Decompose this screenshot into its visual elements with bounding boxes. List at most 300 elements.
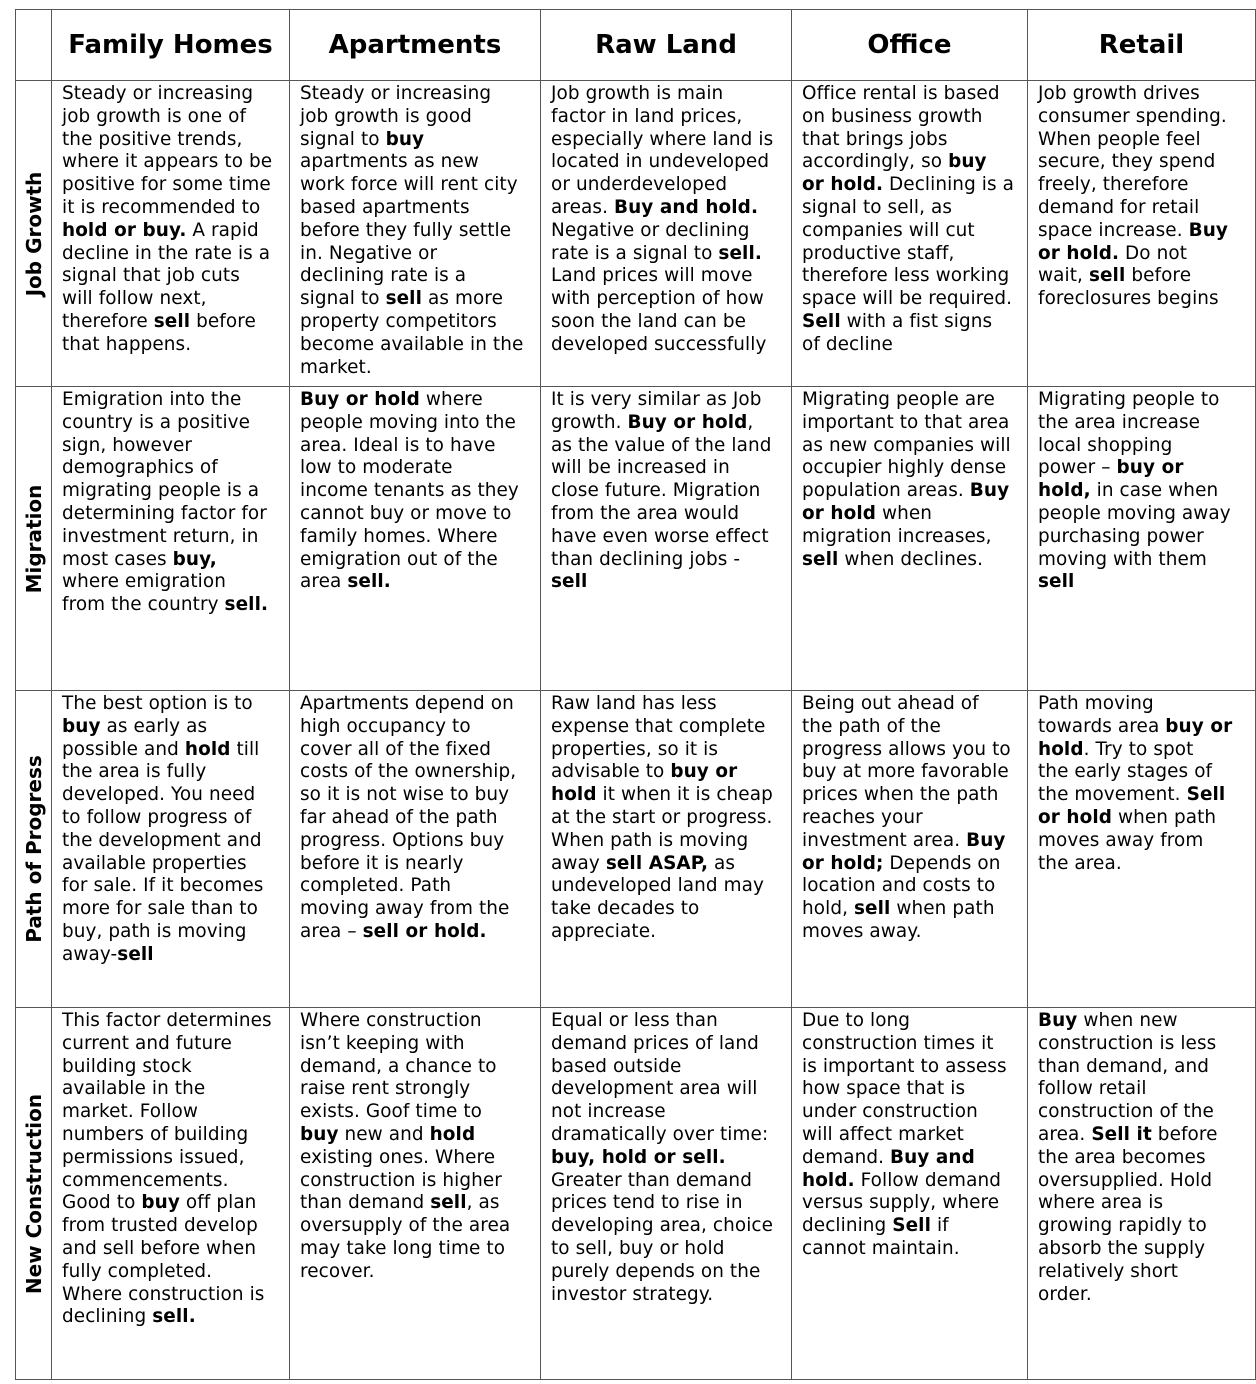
text: family homes. Where (300, 525, 498, 547)
text: declining (62, 1306, 153, 1328)
text: advisable to (551, 761, 671, 783)
cell-office (792, 387, 1028, 691)
text: recover. (300, 1260, 375, 1282)
bold-text: sell (853, 898, 891, 920)
text: signal to (300, 288, 386, 310)
text: raise rent strongly (300, 1078, 471, 1100)
text: completed. Path (300, 875, 452, 897)
text: When path is moving (551, 829, 749, 851)
text: existing ones. Where (300, 1146, 496, 1168)
cell-line (300, 693, 536, 716)
cell-line (1038, 1033, 1251, 1056)
cell-line (802, 503, 1023, 526)
text: possible and (62, 738, 185, 760)
cell-line (300, 784, 536, 807)
text: prices when the path (802, 784, 999, 806)
cell-line (551, 457, 787, 480)
text: before (1151, 1123, 1218, 1145)
cell-line (62, 898, 285, 921)
text: where it appears to be (62, 151, 273, 173)
cell-line (802, 1101, 1023, 1124)
cell-line (802, 853, 1023, 876)
cell-line (62, 1284, 285, 1307)
column-header-retail: Retail (1028, 10, 1256, 81)
cell-line (300, 526, 536, 549)
cell-line (300, 357, 536, 380)
cell-line (300, 174, 536, 197)
text: on business growth (802, 105, 983, 127)
cell-line (62, 1124, 285, 1147)
cell-line (802, 1124, 1023, 1147)
text: development area will (551, 1078, 758, 1100)
cell-line (802, 174, 1023, 197)
cell-line (1038, 174, 1251, 197)
cell-line (62, 83, 285, 106)
cell-line (1038, 480, 1251, 503)
cell-line (300, 243, 536, 266)
cell-line (300, 1078, 536, 1101)
text: before (1125, 265, 1192, 287)
text: from the country (62, 594, 225, 616)
text: costs of the ownership, (300, 761, 517, 783)
cell-line (802, 311, 1023, 334)
bold-text: buy or (670, 761, 738, 783)
text: rate is a signal to (551, 242, 719, 264)
cell-line (300, 435, 536, 458)
cell-line (62, 1261, 285, 1284)
bold-text: sell or hold. (362, 920, 487, 942)
text: It is very similar as Job (551, 389, 762, 410)
cell-line (551, 83, 787, 106)
cell-line (1038, 220, 1251, 243)
cell-line (62, 526, 285, 549)
cell-line (62, 1101, 285, 1124)
bold-text: sell (430, 1192, 467, 1214)
bold-text: buy (141, 1192, 180, 1214)
text: Due to long (802, 1010, 911, 1031)
bold-text: buy or (1116, 457, 1184, 479)
cell-apartments (290, 1008, 541, 1380)
cell-line (62, 220, 285, 243)
text: from the area would (551, 502, 740, 524)
cell-retail (1028, 387, 1256, 691)
cell-line (1038, 853, 1251, 876)
text: area (300, 571, 348, 593)
cell-line (62, 1078, 285, 1101)
cell-line (1038, 761, 1251, 784)
text: more for sale than to (62, 898, 258, 920)
text: how space that is (802, 1078, 966, 1100)
cell-line (802, 457, 1023, 480)
cell-line (62, 174, 285, 197)
cell-line (802, 129, 1023, 152)
bold-text: Buy (1038, 1010, 1078, 1031)
bold-text: sell (1038, 571, 1075, 593)
cell-line (551, 243, 787, 266)
text: located in undeveloped (551, 151, 770, 173)
text: Job growth is main (551, 83, 724, 104)
text: developed successfully (551, 333, 767, 355)
text: with a fist signs (840, 310, 993, 332)
bold-text: Buy (1188, 219, 1229, 241)
text: as (708, 852, 736, 874)
text: When people feel (1038, 128, 1201, 150)
text: is important to assess (802, 1055, 1007, 1077)
text: therefore less working (802, 265, 1010, 287)
cell-line (802, 389, 1023, 412)
text: hold, (802, 898, 854, 920)
cell-line (300, 265, 536, 288)
bold-text: sell ASAP, (605, 852, 709, 874)
cell-line (551, 435, 787, 458)
cell-line (300, 1147, 536, 1170)
cell-line (62, 784, 285, 807)
text: when path (890, 898, 995, 920)
text: close future. Migration (551, 480, 761, 502)
text: in. Negative or (300, 242, 438, 264)
text: moving with them (1038, 548, 1207, 570)
cell-line (300, 389, 536, 412)
cell-line (802, 435, 1023, 458)
text: fully completed. (62, 1260, 213, 1282)
text: area. (1038, 1123, 1092, 1145)
text: Steady or increasing (62, 83, 254, 104)
cell-line (802, 243, 1023, 266)
cell-raw-land (541, 1008, 792, 1380)
text: that brings jobs (802, 128, 948, 150)
cell-line (62, 1306, 285, 1329)
cell-line (551, 1170, 787, 1193)
text: where area is (1038, 1192, 1164, 1214)
text: most cases (62, 548, 173, 570)
cell-line (551, 898, 787, 921)
text: for sale. If it becomes (62, 875, 264, 897)
text: space will be required. (802, 288, 1013, 310)
cell-line (300, 1056, 536, 1079)
text: consumer spending. (1038, 105, 1227, 127)
cell-line (62, 457, 285, 480)
cell-line (802, 693, 1023, 716)
column-header-office: Office (792, 10, 1028, 81)
cell-line (300, 151, 536, 174)
cell-line (551, 389, 787, 412)
cell-line (300, 1215, 536, 1238)
text: wait, (1038, 265, 1089, 287)
cell-line (300, 898, 536, 921)
row-header (16, 81, 52, 387)
bold-text: buy, hold or sell. (551, 1146, 726, 1168)
bold-text: Buy and hold. (613, 196, 759, 218)
cell-line (802, 106, 1023, 129)
text: Negative or declining (551, 219, 750, 241)
bold-text: or hold. (1038, 242, 1120, 264)
text: Job growth drives (1038, 83, 1200, 104)
cell-line (62, 1010, 285, 1033)
row-header-label: Job Growth (21, 171, 46, 296)
text: important to that area (802, 411, 1010, 433)
text: the area. (1038, 852, 1122, 874)
table-row (16, 387, 1256, 691)
bold-text: sell (117, 943, 154, 965)
cell-line (300, 288, 536, 311)
text: if (931, 1215, 949, 1237)
table-row (16, 691, 1256, 1008)
text: of decline (802, 333, 893, 355)
cell-line (551, 761, 787, 784)
cell-line (300, 1033, 536, 1056)
cell-line (1038, 106, 1251, 129)
text: the area becomes (1038, 1146, 1206, 1168)
cell-line (300, 1192, 536, 1215)
text: people moving into the (300, 411, 516, 433)
table-row (16, 81, 1256, 387)
cell-line (551, 526, 787, 549)
cell-line (1038, 1124, 1251, 1147)
text: cannot maintain. (802, 1237, 960, 1259)
text: than declining jobs - (551, 548, 741, 570)
cell-family-homes (52, 691, 290, 1008)
bold-text: Buy or hold (300, 389, 420, 410)
cell-line (551, 288, 787, 311)
cell-line (551, 784, 787, 807)
text: when (876, 502, 933, 524)
row-header-label: New Construction (21, 1093, 46, 1294)
row-header-label: Migration (21, 484, 46, 593)
cell-line (1038, 1010, 1251, 1033)
bold-text: buy (948, 151, 987, 173)
cell-line (551, 220, 787, 243)
text: away- (62, 943, 118, 965)
text: before they fully settle (300, 219, 512, 241)
cell-line (300, 761, 536, 784)
cell-line (300, 83, 536, 106)
cell-line (300, 503, 536, 526)
cell-line (1038, 1261, 1251, 1284)
text: The best option is to (62, 693, 253, 714)
cell-line (802, 1147, 1023, 1170)
text: properties, so it is (551, 738, 719, 760)
cell-family-homes (52, 387, 290, 691)
cell-line (62, 334, 285, 357)
cell-line (62, 1192, 285, 1215)
bold-text: Buy and (890, 1146, 975, 1168)
text: far ahead of the path (300, 806, 498, 828)
cell-line (62, 875, 285, 898)
text: it when it is cheap (596, 784, 773, 806)
cell-line (1038, 1215, 1251, 1238)
cell-line (62, 151, 285, 174)
text: demand prices of land (551, 1032, 759, 1054)
text: before (190, 310, 256, 332)
cell-retail (1028, 691, 1256, 1008)
bold-text: or hold (1038, 806, 1113, 828)
text: determining factor for (62, 502, 267, 524)
text: population areas. (802, 480, 970, 502)
cell-line (62, 853, 285, 876)
cell-line (300, 1170, 536, 1193)
cell-line (62, 944, 285, 967)
text: decline in the rate is a (62, 242, 271, 264)
text: low to moderate (300, 457, 453, 479)
bold-text: buy, (172, 548, 217, 570)
text: positive for some time (62, 174, 271, 196)
text: available properties (62, 852, 247, 874)
text: space increase. (1038, 219, 1189, 241)
cell-line (802, 265, 1023, 288)
text: the area is fully (62, 761, 207, 783)
text: will follow next, (62, 288, 207, 310)
text: investor strategy. (551, 1283, 714, 1305)
cell-line (62, 807, 285, 830)
text: will affect market (802, 1123, 964, 1145)
bold-text: buy or (1165, 715, 1233, 737)
text: oversupply of the area (300, 1215, 511, 1237)
text: A rapid (186, 219, 259, 241)
text: accordingly, so (802, 151, 949, 173)
cell-line (1038, 197, 1251, 220)
cell-line (551, 1284, 787, 1307)
cell-raw-land (541, 691, 792, 1008)
header-row (16, 10, 1256, 81)
text: Office rental is based (802, 83, 1000, 104)
cell-family-homes (52, 81, 290, 387)
cell-line (802, 83, 1023, 106)
bold-text: Sell (892, 1215, 931, 1237)
text: exists. Goof time to (300, 1101, 482, 1123)
cell-line (551, 334, 787, 357)
column-header-family-homes: Family Homes (52, 10, 290, 81)
text: at the start or progress. (551, 806, 773, 828)
text: take decades to (551, 898, 700, 920)
text: with perception of how (551, 288, 764, 310)
cell-line (551, 1033, 787, 1056)
text: work force will rent city (300, 174, 518, 196)
bold-text: hold, (1038, 480, 1091, 502)
column-header-apartments: Apartments (290, 10, 541, 81)
cell-line (551, 853, 787, 876)
cell-line (551, 1056, 787, 1079)
text: isn’t keeping with (300, 1032, 465, 1054)
text: absorb the supply (1038, 1237, 1206, 1259)
cell-line (62, 1215, 285, 1238)
cell-line (1038, 1238, 1251, 1261)
text: Where construction (300, 1010, 482, 1031)
cell-line (802, 761, 1023, 784)
cell-line (551, 875, 787, 898)
text: moves away. (802, 920, 922, 942)
cell-line (551, 549, 787, 572)
cell-line (551, 1147, 787, 1170)
bold-text: sell. (224, 594, 269, 616)
text: Follow demand (854, 1169, 1001, 1191)
text: market. Follow (62, 1101, 199, 1123)
cell-apartments (290, 387, 541, 691)
text: Declining is a (883, 174, 1014, 196)
cell-line (802, 197, 1023, 220)
text: expense that complete (551, 715, 766, 737)
cell-line (300, 716, 536, 739)
cell-line (300, 106, 536, 129)
cell-line (1038, 716, 1251, 739)
cell-retail (1028, 1008, 1256, 1380)
text: the movement. (1038, 784, 1187, 806)
text: migration increases, (802, 525, 992, 547)
cell-line (802, 334, 1023, 357)
text: where (419, 389, 483, 410)
text: power – (1038, 457, 1117, 479)
text: factor in land prices, (551, 105, 743, 127)
text: when path (1112, 806, 1217, 828)
text: current and future (62, 1032, 232, 1054)
text: construction times it (802, 1032, 994, 1054)
cell-family-homes (52, 1008, 290, 1380)
cell-line (300, 129, 536, 152)
text: when declines. (838, 548, 984, 570)
cell-line (62, 288, 285, 311)
bold-text: Buy (969, 480, 1010, 502)
bold-text: hold. (802, 1169, 855, 1191)
cell-line (1038, 1078, 1251, 1101)
text: moves away from (1038, 829, 1204, 851)
text: Emigration into the (62, 389, 242, 410)
text: to follow progress of (62, 806, 252, 828)
cell-line (62, 739, 285, 762)
bold-text: Buy (966, 829, 1006, 851)
cell-line (802, 807, 1023, 830)
text: so it is not wise to buy (300, 784, 510, 806)
cell-apartments (290, 691, 541, 1008)
cell-line (1038, 739, 1251, 762)
cell-line (551, 1078, 787, 1101)
cell-line (1038, 830, 1251, 853)
text: job growth is good (300, 105, 472, 127)
text: country is a positive (62, 411, 251, 433)
cell-line (62, 594, 285, 617)
text: as more (422, 288, 503, 310)
text: cannot buy or move to (300, 502, 512, 524)
text: towards area (1038, 715, 1166, 737)
cell-line (300, 1238, 536, 1261)
text: Migrating people are (802, 389, 995, 410)
text: it is recommended to (62, 196, 261, 218)
cell-line (802, 898, 1023, 921)
bold-text: hold (429, 1123, 476, 1145)
text: the area increase (1038, 411, 1201, 433)
text: based apartments (300, 196, 470, 218)
cell-line (1038, 243, 1251, 266)
cell-line (62, 1170, 285, 1193)
text: demographics of (62, 457, 218, 479)
text: the path of the (802, 715, 941, 737)
text: progress. Options buy (300, 829, 505, 851)
text: This factor determines (62, 1010, 272, 1031)
text: especially where land is (551, 128, 774, 150)
text: available in the (62, 1078, 206, 1100)
text: oversupplied. Hold (1038, 1169, 1213, 1191)
cell-line (551, 1238, 787, 1261)
cell-line (802, 1078, 1023, 1101)
text: construction is less (1038, 1032, 1217, 1054)
text: appreciate. (551, 920, 657, 942)
cell-line (1038, 457, 1251, 480)
cell-line (551, 311, 787, 334)
text: , (747, 411, 754, 433)
cell-line (62, 129, 285, 152)
cell-line (1038, 549, 1251, 572)
text: building stock (62, 1055, 192, 1077)
text: income tenants as they (300, 480, 519, 502)
cell-line (62, 197, 285, 220)
